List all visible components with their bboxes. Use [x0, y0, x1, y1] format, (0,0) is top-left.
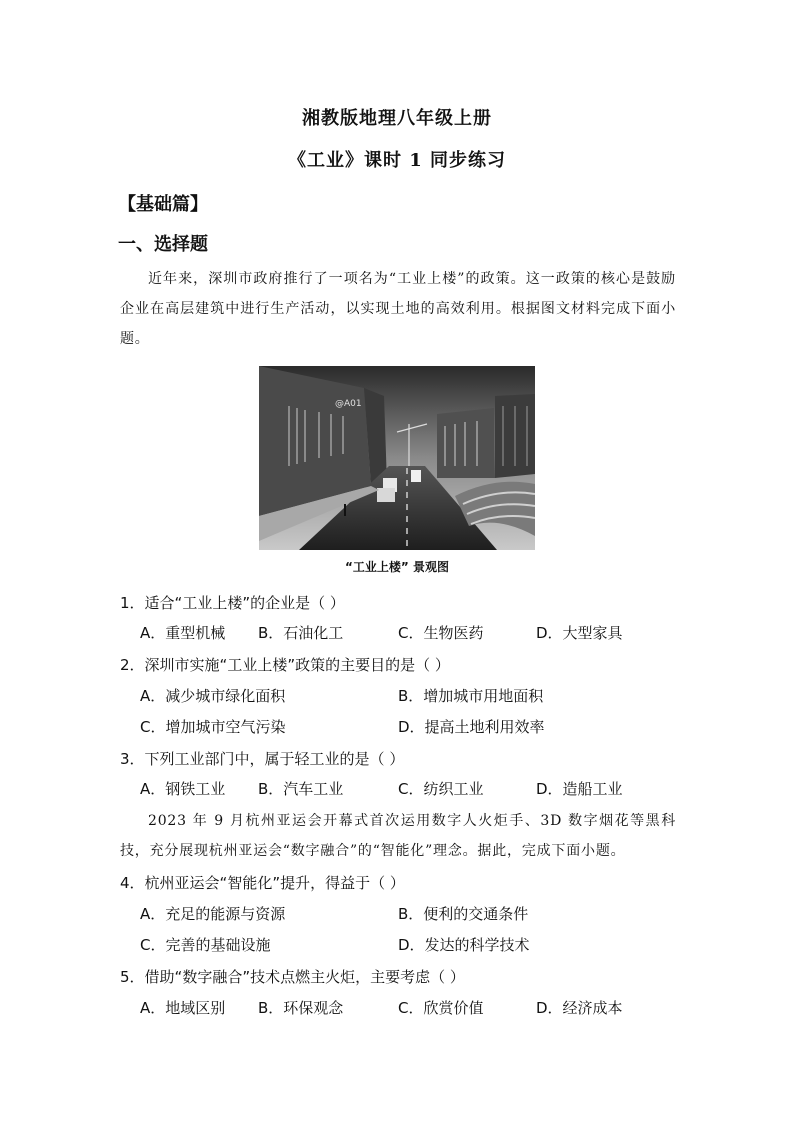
document-title: 湘教版地理八年级上册 [302, 108, 492, 129]
question-3-stem: 3．下列工业部门中，属于轻工业的是（ ） [120, 750, 405, 768]
q3-option-c: C．纺织工业 [398, 780, 484, 798]
section-part: 一、选择题 [118, 234, 208, 255]
q2-option-b: B．增加城市用地面积 [398, 687, 544, 705]
q2-option-d: D．提高土地利用效率 [398, 718, 545, 736]
question-5-stem: 5．借助“数字融合”技术点燃主火炬，主要考虑（ ） [120, 968, 465, 986]
q4-option-b: B．便利的交通条件 [398, 905, 529, 923]
q1-option-b: B．石油化工 [258, 624, 344, 642]
q1-option-d: D．大型家具 [536, 624, 623, 642]
q5-option-b: B．环保观念 [258, 999, 344, 1017]
question-1-stem: 1．适合“工业上楼”的企业是（ ） [120, 594, 345, 612]
q2-option-c: C．增加城市空气污染 [140, 718, 286, 736]
q3-option-a: A．钢铁工业 [140, 780, 226, 798]
question-2-stem: 2．深圳市实施“工业上楼”政策的主要目的是（ ） [120, 656, 450, 674]
q1-option-c: C．生物医药 [398, 624, 484, 642]
q5-option-d: D．经济成本 [536, 999, 623, 1017]
q2-option-a: A．减少城市绿化面积 [140, 687, 286, 705]
q3-option-d: D．造船工业 [536, 780, 623, 798]
q5-option-a: A．地域区别 [140, 999, 226, 1017]
document-subtitle: 《工业》课时 1 同步练习 [287, 150, 507, 171]
material-paragraph-2: 2023 年 9 月杭州亚运会开幕式首次运用数字人火炬手、3D 数字烟花等黑科技，充分展现杭州亚运会“数字融合”的“智能化”理念。据此，完成下面小题。 [120, 813, 676, 859]
figure-caption: “工业上楼” 景观图 [345, 560, 449, 574]
q4-option-c: C．完善的基础设施 [140, 936, 271, 954]
section-level: 【基础篇】 [118, 194, 208, 215]
q3-option-b: B．汽车工业 [258, 780, 344, 798]
industrial-building-figure [259, 366, 535, 550]
material-paragraph-1: 近年来，深圳市政府推行了一项名为“工业上楼”的政策。这一政策的核心是鼓励企业在高层建筑中进行生产活动，以实现土地的高效利用。根据图文材料完成下面小题。 [120, 271, 676, 347]
q4-option-a: A．充足的能源与资源 [140, 905, 286, 923]
building-sign: @A01 [335, 399, 362, 409]
question-4-stem: 4．杭州亚运会“智能化”提升，得益于（ ） [120, 874, 405, 892]
q5-option-c: C．欣赏价值 [398, 999, 484, 1017]
q1-option-a: A．重型机械 [140, 624, 226, 642]
q4-option-d: D．发达的科学技术 [398, 936, 530, 954]
